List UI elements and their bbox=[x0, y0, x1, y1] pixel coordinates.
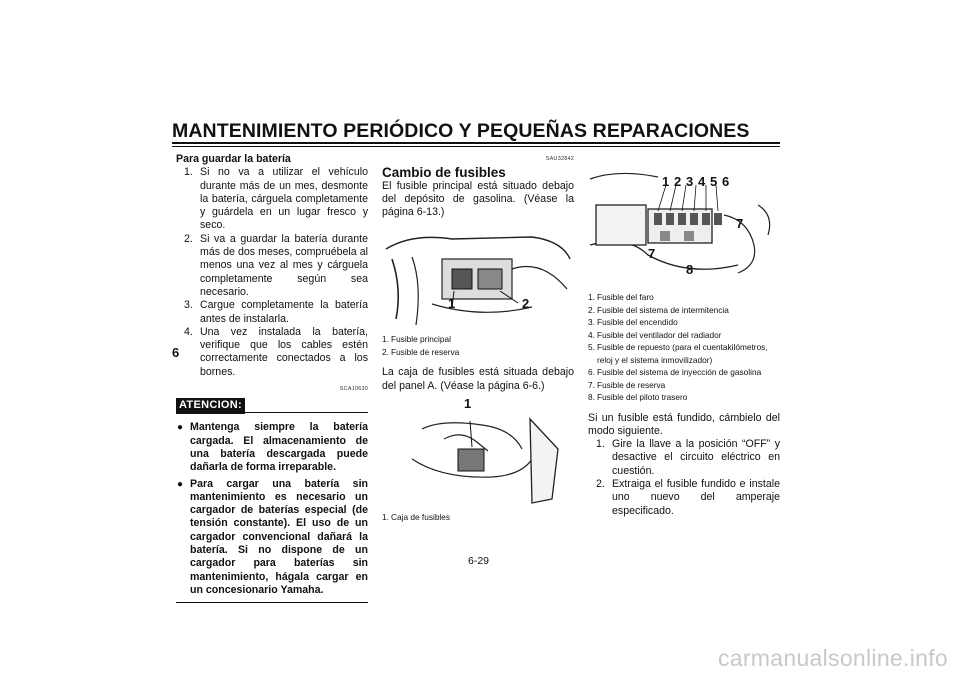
list-item: 2. Si va a guardar la batería durante más de dos meses, compruébela al menos una vez al mes y cárguela completamente según sea necesario. bbox=[184, 232, 368, 298]
callout-3: 3 bbox=[686, 174, 694, 189]
caption-item: 1. Fusible del faro bbox=[588, 292, 654, 302]
section-title: Cambio de fusibles bbox=[382, 165, 506, 181]
paragraph: Si un fusible está fundido, cámbielo del modo siguiente. bbox=[588, 411, 780, 437]
figure-main-fuse bbox=[382, 229, 574, 329]
callout-2: 2 bbox=[674, 174, 682, 189]
column-battery-storage bbox=[176, 153, 368, 603]
list-item: 3. Cargue completamente la batería antes de instalarla. bbox=[184, 299, 368, 325]
caption-item: 8. Fusible del piloto trasero bbox=[588, 392, 688, 402]
attention-end-rule bbox=[176, 602, 368, 603]
page-number: 6-29 bbox=[468, 555, 490, 567]
callout-6: 6 bbox=[722, 174, 730, 189]
caption-item: 1. Fusible principal bbox=[382, 334, 451, 345]
callout-2: 2 bbox=[522, 296, 530, 312]
bullet-icon: ● bbox=[177, 478, 184, 490]
bullet-icon: ● bbox=[177, 422, 184, 434]
list-item: 1. Gire la llave a la posición “OFF” y desactive el circuito eléctrico en cuestión. bbox=[596, 438, 780, 477]
watermark: carmanualsonline.info bbox=[717, 645, 948, 671]
paragraph: La caja de fusibles está situada debajo del panel A. (Véase la página 6-6.) bbox=[382, 366, 574, 392]
caption-item: 2. Fusible de reserva bbox=[382, 346, 460, 357]
list-item: 4. Una vez instalada la batería, verifique que los cables estén correctamente conectados a los bornes. bbox=[184, 325, 368, 378]
callout-1: 1 bbox=[464, 396, 472, 412]
intro-paragraph: El fusible principal está situado debajo del depósito de gasolina. (Véase la página 6-13.) bbox=[382, 179, 574, 219]
attention-bullet: ● Para cargar una batería sin mantenimiento es necesario un cargador de baterías especial (de tensión constante). El uso de un cargador convencional dañará la batería. Si no dispone de un cargador para baterías sin mantenimiento, hágala cargar en un concesionario Yamaha. bbox=[177, 477, 368, 596]
title-rule bbox=[172, 142, 780, 144]
callout-8: 8 bbox=[686, 262, 694, 277]
list-item: 1. Si no va a utilizar el vehículo durante más de un mes, desmonte la batería, cárguela completamente y guárdela en un lugar fresco y seco. bbox=[184, 166, 368, 232]
section-heading: Para guardar la batería bbox=[176, 153, 291, 165]
figure-caption bbox=[588, 291, 780, 404]
caption-item: 4. Fusible del ventilador del radiador bbox=[588, 329, 722, 340]
fuse-box-detail-illustration bbox=[588, 165, 780, 285]
caption-item: 6. Fusible del sistema de inyección de gasolina bbox=[588, 367, 762, 377]
caption-item: 5. Fusible de repuesto (para el cuentakilómetros, reloj y el sistema inmovilizador) bbox=[588, 342, 768, 365]
reference-code: SCA10630 bbox=[339, 386, 368, 393]
column-fuse-replacement bbox=[382, 153, 574, 524]
caption-item: 7. Fusible de reserva bbox=[588, 379, 666, 390]
callout-4: 4 bbox=[698, 174, 706, 189]
page-title: MANTENIMIENTO PERIÓDICO Y PEQUEÑAS REPARACIONES bbox=[172, 120, 750, 142]
title-rule-thin bbox=[172, 146, 780, 147]
reference-code: SAU32842 bbox=[545, 156, 574, 162]
callout-5: 5 bbox=[710, 174, 718, 189]
fuse-box-illustration bbox=[382, 396, 574, 509]
attention-rule bbox=[176, 412, 368, 413]
caption-item: 1. Caja de fusibles bbox=[382, 512, 451, 523]
figure-fuse-box-location bbox=[382, 396, 574, 509]
callout-7-left: 7 bbox=[648, 246, 656, 261]
attention-badge: ATENCION: bbox=[176, 398, 245, 413]
caption-item: 2. Fusible del sistema de intermitencia bbox=[588, 304, 729, 315]
list-item: 2. Extraiga el fusible fundido e instale uno nuevo del amperaje especificado. bbox=[596, 477, 780, 517]
figure-fuse-box bbox=[588, 165, 780, 285]
callout-7-right: 7 bbox=[736, 216, 744, 231]
column-fuse-list bbox=[588, 153, 780, 518]
figure-caption bbox=[382, 511, 574, 524]
callout-1: 1 bbox=[662, 174, 670, 189]
chapter-tab: 6 bbox=[172, 345, 180, 360]
callout-1: 1 bbox=[448, 296, 456, 312]
figure-caption bbox=[382, 333, 574, 358]
attention-header bbox=[176, 398, 368, 412]
attention-bullet: ● Mantenga siempre la batería cargada. El almacenamiento de una batería descargada puede dañarla de forma irreparable. bbox=[177, 421, 368, 474]
caption-item: 3. Fusible del encendido bbox=[588, 317, 678, 327]
main-fuse-illustration bbox=[382, 229, 574, 329]
